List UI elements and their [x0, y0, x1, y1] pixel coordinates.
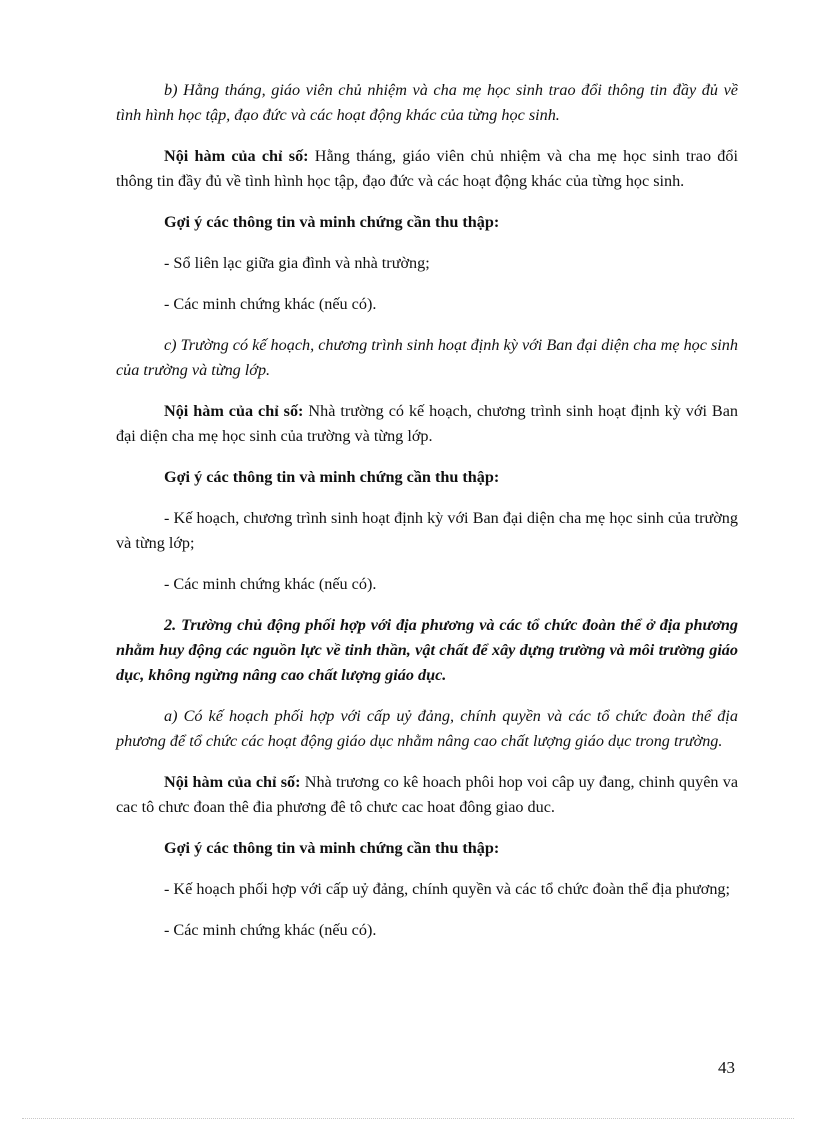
evidence-heading: Gợi ý các thông tin và minh chứng cần thu thập:: [164, 839, 500, 857]
document-page: [116, 78, 738, 943]
criterion-b-content: [116, 144, 738, 194]
content-label: Nội hàm của chỉ số:: [164, 402, 304, 420]
evidence-item: - Các minh chứng khác (nếu có).: [164, 295, 377, 313]
criterion-a-text: a) Có kế hoạch phối hợp với cấp uỷ đảng, chính quyền và các tổ chức đoàn thể địa phương để tổ chức các hoạt động giáo dục nhằm nâng cao chất lượng giáo dục trong trường.: [116, 707, 738, 750]
standard-2-heading: 2. Trường chủ động phối hợp với địa phương và các tổ chức đoàn thể ở địa phương nhằm huy động các nguồn lực về tinh thần, vật chất để xây dựng trường và môi trường giáo dục, không ngừng nâng cao chất lượng giáo dục.: [116, 616, 738, 684]
content-text: Nhà trường có kế hoạch, chương trình sinh hoạt định kỳ với Ban đại diện cha mẹ học sinh của trường và từng lớp.: [116, 402, 738, 445]
evidence-heading: Gợi ý các thông tin và minh chứng cần thu thập:: [164, 468, 500, 486]
evidence-item: - Các minh chứng khác (nếu có).: [164, 575, 377, 593]
page-bottom-divider: [22, 1118, 794, 1119]
criterion-b-text: b) Hằng tháng, giáo viên chủ nhiệm và cha mẹ học sinh trao đổi thông tin đầy đủ về tình hình học tập, đạo đức và các hoạt động khác của từng học sinh.: [116, 81, 738, 124]
criterion-c-content: [116, 399, 738, 449]
content-label: Nội hàm của chỉ số:: [164, 147, 309, 165]
evidence-item: - Các minh chứng khác (nếu có).: [164, 921, 377, 939]
criterion-c-text: c) Trường có kế hoạch, chương trình sinh hoạt định kỳ với Ban đại diện cha mẹ học sinh của trường và từng lớp.: [116, 336, 738, 379]
evidence-item: - Kế hoạch phối hợp với cấp uỷ đảng, chính quyền và các tổ chức đoàn thể địa phương;: [164, 880, 731, 898]
content-text: Hằng tháng, giáo viên chủ nhiệm và cha mẹ học sinh trao đổi thông tin đầy đủ về tình hình học tập, đạo đức và các hoạt động khác của từng học sinh.: [116, 147, 738, 190]
content-text: Nhà trương co kê hoach phôi hop voi câp uy đang, chinh quyên va cac tô chưc đoan thê đia phương đê tô chưc cac hoat đông giao duc.: [116, 773, 738, 816]
evidence-heading: Gợi ý các thông tin và minh chứng cần thu thập:: [164, 213, 500, 231]
evidence-item: - Sổ liên lạc giữa gia đình và nhà trường;: [164, 254, 430, 272]
evidence-item: - Kế hoạch, chương trình sinh hoạt định kỳ với Ban đại diện cha mẹ học sinh của trường và từng lớp;: [116, 509, 738, 552]
criterion-a-content: [116, 770, 738, 820]
content-label: Nội hàm của chỉ số:: [164, 773, 301, 791]
page-number: 43: [718, 1058, 735, 1077]
